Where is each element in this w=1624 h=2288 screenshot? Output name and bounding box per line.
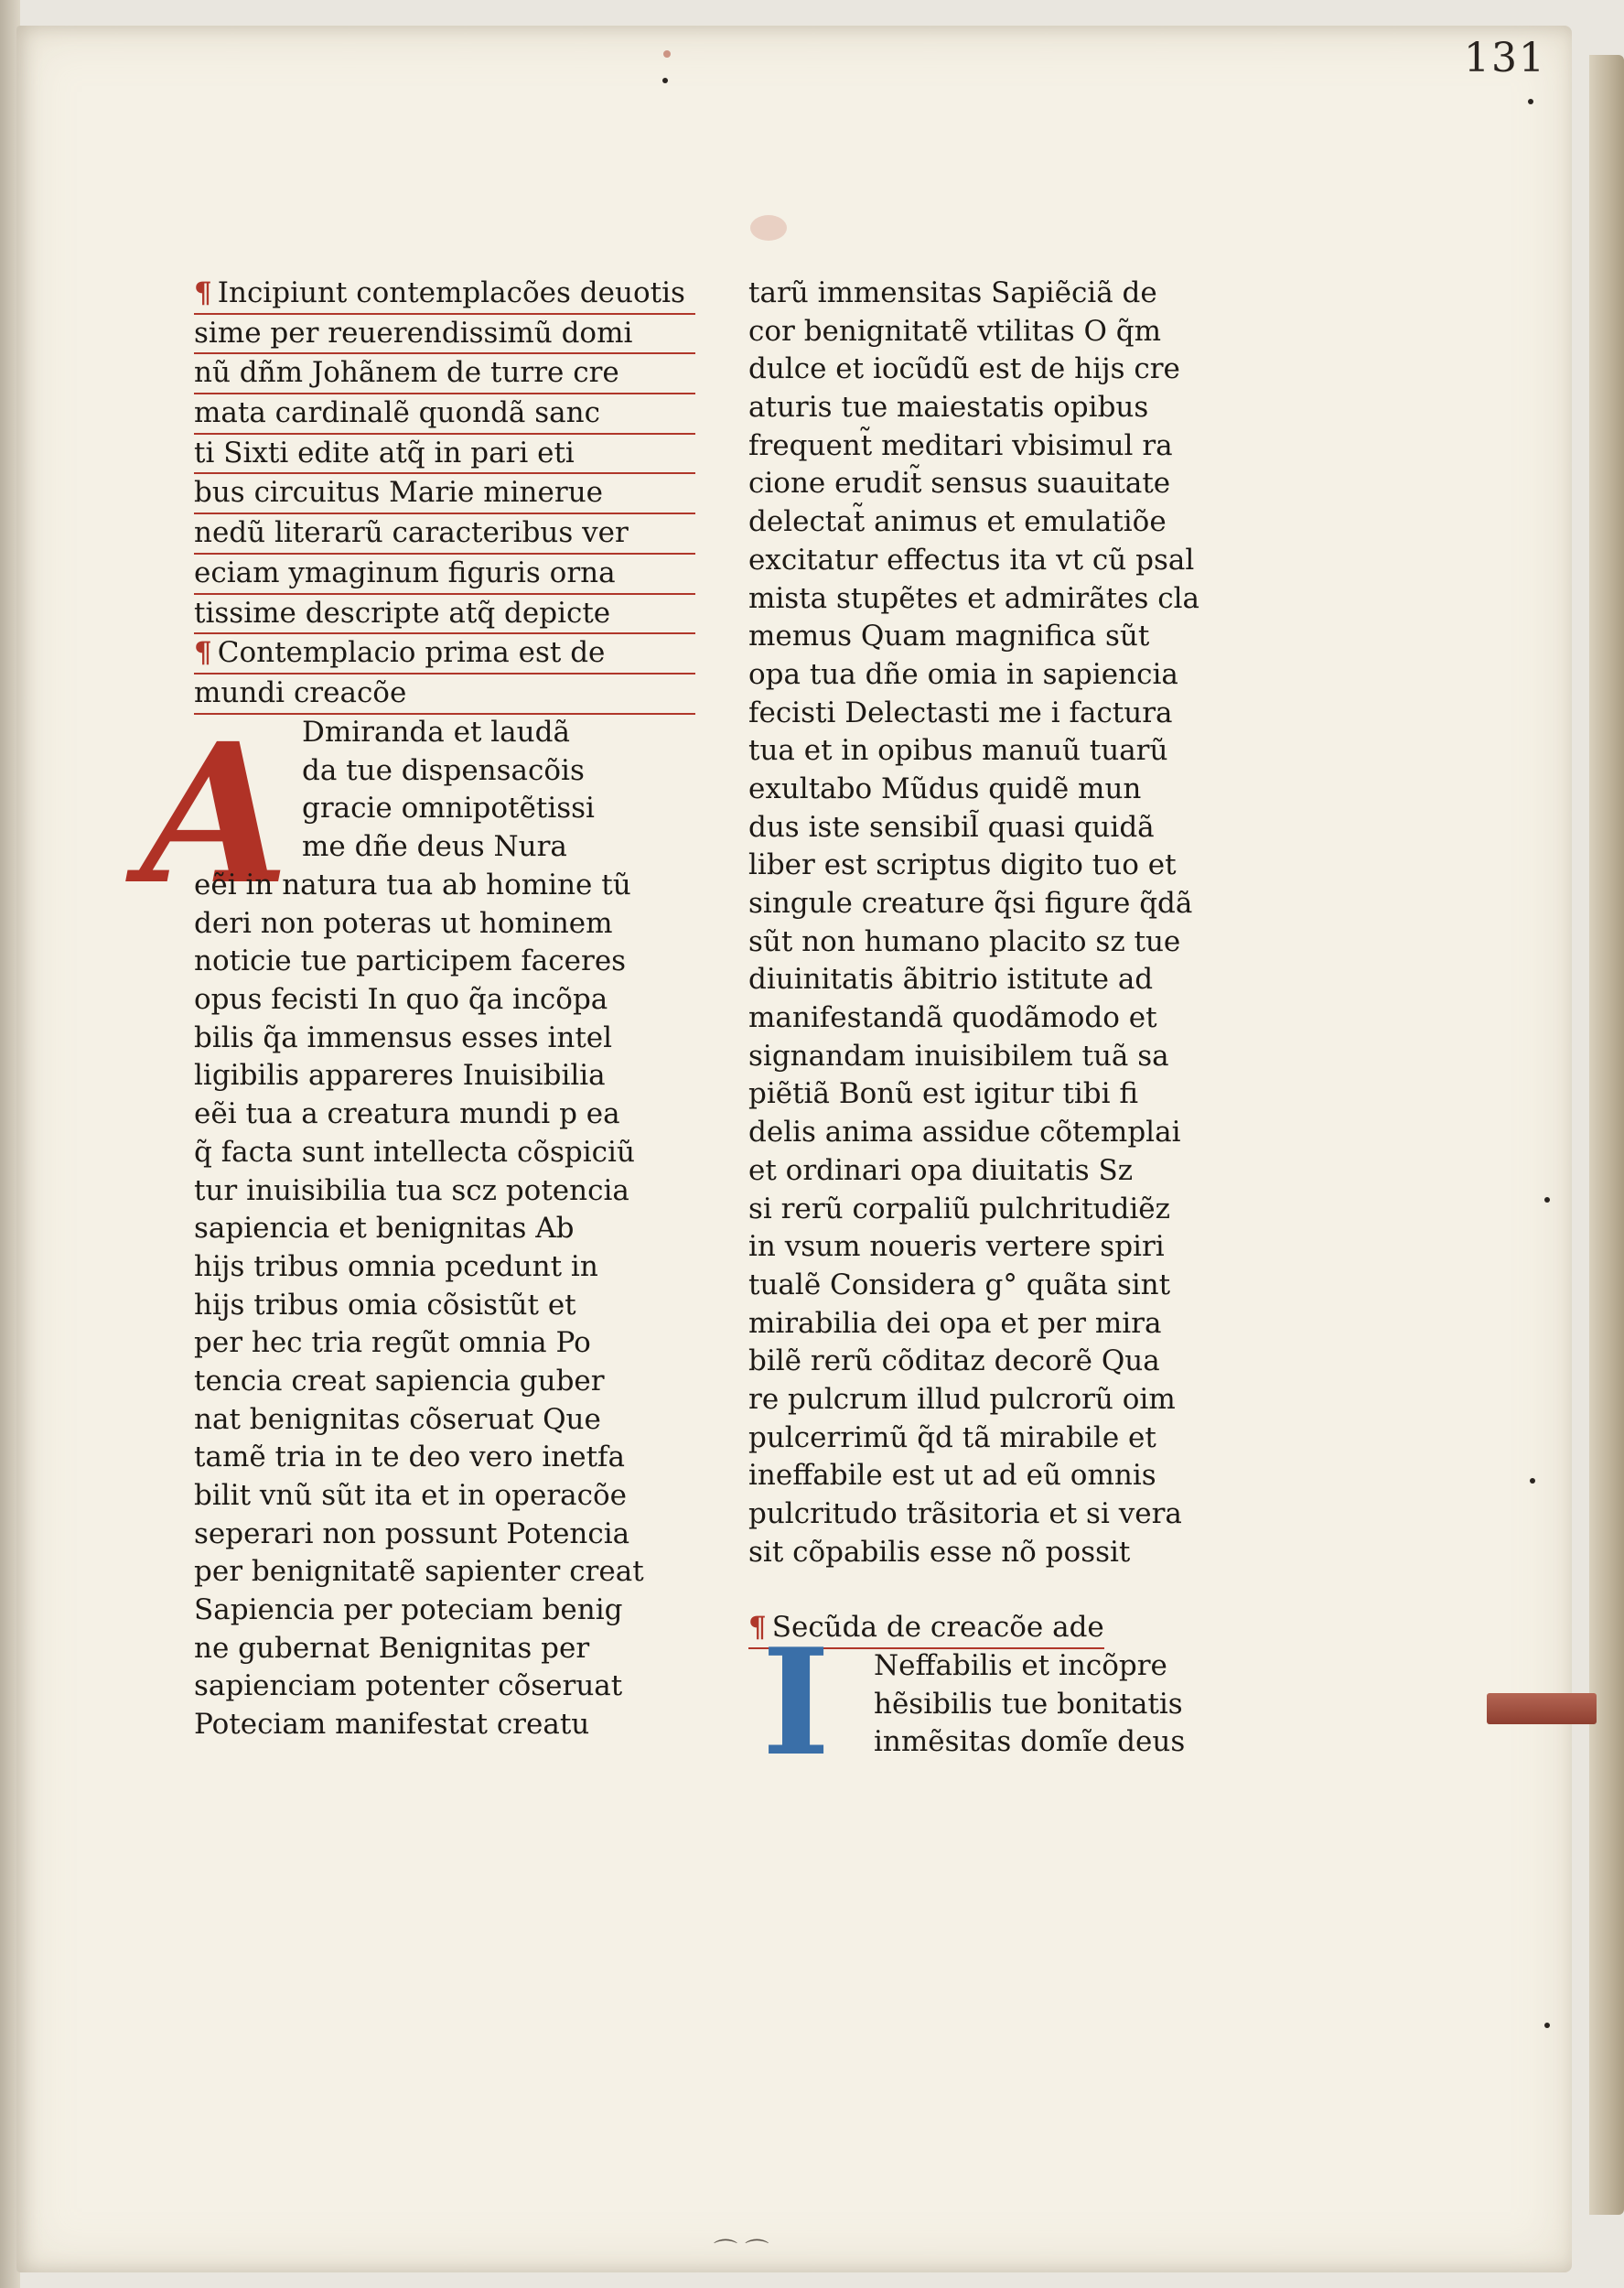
- text-line: exultabo Mũdus quidẽ mun: [748, 772, 1142, 805]
- text-line: bilẽ rerũ cõditaz decorẽ Qua: [748, 1344, 1160, 1378]
- rubric-line: ¶ Contemplacio prima est de: [194, 634, 695, 675]
- left-column-body: [194, 867, 644, 1744]
- text-line: memus Quam magnifica sũt: [748, 620, 1150, 653]
- text-line: me dñe deus Nura: [302, 830, 567, 864]
- rubric-line: tissime descripte atq̃ depicte: [194, 595, 695, 635]
- text-line: fecisti Delectasti me i factura: [748, 696, 1173, 729]
- text-line: cione erudit̃ sensus suauitate: [748, 467, 1171, 501]
- text-line: Sapiencia per poteciam benig: [194, 1593, 623, 1627]
- dot: [1530, 1478, 1535, 1484]
- left-initial-lines: [302, 714, 595, 867]
- text-line: hijs tribus omnia pcedunt in: [194, 1249, 598, 1283]
- text-line: delis anima assidue cõtemplai: [748, 1116, 1181, 1149]
- text-line: aturis tue maiestatis opibus: [748, 391, 1149, 425]
- text-line: re pulcrum illud pulcrorũ oim: [748, 1382, 1176, 1416]
- text-line: manifestandã quodãmodo et: [748, 1001, 1157, 1035]
- text-line: Dmiranda et laudã: [302, 716, 570, 749]
- folio-number: 131: [1464, 35, 1546, 81]
- rubric-line: nedũ literarũ caracteribus ver: [194, 514, 695, 555]
- text-line: tarũ immensitas Sapiẽciã de: [748, 276, 1157, 309]
- text-line: q̃ facta sunt intellecta cõspiciũ: [194, 1135, 635, 1169]
- text-line: sit cõpabilis esse nõ possit: [748, 1535, 1131, 1569]
- text-line: sũt non humano placito sz tue: [748, 924, 1181, 958]
- text-line: cor benignitatẽ vtilitas O q̃m: [748, 314, 1162, 348]
- text-line: liber est scriptus digito tuo et: [748, 848, 1177, 882]
- text-line: pulcerrimũ q̃d tã mirabile et: [748, 1420, 1156, 1454]
- text-line: sapienciam potenter cõseruat: [194, 1669, 623, 1703]
- rubric-line: mata cardinalẽ quondã sanc: [194, 394, 695, 435]
- rubric-line: ti Sixti edite atq̃ in pari eti: [194, 435, 695, 475]
- text-line: Neffabilis et incõpre: [874, 1649, 1167, 1682]
- text-line: tua et in opibus manuũ tuarũ: [748, 734, 1168, 768]
- text-line: opa tua dñe omia in sapiencia: [748, 657, 1178, 691]
- rubric-line: bus circuitus Marie minerue: [194, 474, 695, 514]
- text-line: pulcritudo trãsitoria et si vera: [748, 1497, 1182, 1530]
- text-line: piẽtiã Bonũ est igitur tibi fi: [748, 1077, 1139, 1111]
- text-line: tencia creat sapiencia guber: [194, 1364, 605, 1398]
- text-line: bilit vnũ sũt ita et in operacõe: [194, 1479, 628, 1512]
- left-column-heading: [194, 275, 695, 715]
- text-line: singule creature q̃si figure q̃dã: [748, 887, 1193, 920]
- right-initial-lines: [874, 1647, 1185, 1762]
- text-line: ligibilis appareres Inuisibilia: [194, 1059, 606, 1093]
- text-line: per benignitatẽ sapienter creat: [194, 1555, 644, 1589]
- text-line: dulce et iocũdũ est de hijs cre: [748, 352, 1180, 386]
- paragraph-mark-icon: ¶: [194, 276, 212, 309]
- text-line: et ordinari opa diuitatis Sz: [748, 1153, 1134, 1187]
- rubric-line: ¶ Incipiunt contemplacões deuotis: [194, 275, 695, 315]
- text-line: seperari non possunt Potencia: [194, 1516, 630, 1550]
- text-line: Poteciam manifestat creatu: [194, 1708, 590, 1742]
- text-line: excitatur effectus ita vt cũ psal: [748, 543, 1195, 577]
- right-column-body: [748, 275, 1206, 1571]
- text-line: diuinitatis ãbitrio istitute ad: [748, 963, 1154, 997]
- text-line: dus iste sensibil̃ quasi quidã: [748, 810, 1155, 844]
- text-line: ne gubernat Benignitas per: [194, 1631, 590, 1665]
- bookmark-tab[interactable]: [1487, 1693, 1597, 1724]
- text-line: frequent̃ meditari vbisimul ra: [748, 428, 1173, 462]
- text-line: bilis q̃a immensus esses intel: [194, 1020, 613, 1054]
- dot: [1544, 2023, 1550, 2028]
- text-line: signandam inuisibilem tuã sa: [748, 1039, 1169, 1073]
- rubric-line: nũ dñm Johãnem de turre cre: [194, 354, 695, 394]
- paragraph-mark-icon: ¶: [748, 1611, 767, 1644]
- text-line: hijs tribus omia cõsistũt et: [194, 1288, 576, 1322]
- text-line: eẽi tua a creatura mundi p ea: [194, 1097, 620, 1131]
- text-line: inmẽsitas domĩe deus: [874, 1725, 1186, 1759]
- text-line: nat benignitas cõseruat Que: [194, 1402, 601, 1436]
- text-line: ineffabile est ut ad eũ omnis: [748, 1459, 1156, 1493]
- text-line: mista stupẽtes et admirãtes cla: [748, 581, 1200, 615]
- text-line: gracie omnipotẽtissi: [302, 792, 595, 826]
- text-line: mirabilia dei opa et per mira: [748, 1306, 1162, 1340]
- text-line: da tue dispensacõis: [302, 753, 585, 787]
- text-line: per hec tria regũt omnia Po: [194, 1326, 591, 1360]
- text-line: tur inuisibilia tua scz potencia: [194, 1173, 629, 1207]
- text-line: deri non poteras ut hominem: [194, 906, 613, 940]
- rubric-line: sime per reuerendissimũ domi: [194, 315, 695, 355]
- text-line: si rerũ corpaliũ pulchritudiẽz: [748, 1192, 1170, 1225]
- text-line: opus fecisti In quo q̃a incõpa: [194, 983, 608, 1017]
- paragraph-mark-icon: ¶: [194, 636, 212, 670]
- rubric-line: mundi creacõe: [194, 675, 695, 715]
- stain: [750, 215, 787, 241]
- dot: [1544, 1197, 1550, 1203]
- decorated-initial-i: I: [761, 1616, 831, 1788]
- text-line: sapiencia et benignitas Ab: [194, 1212, 575, 1246]
- text-line: in vsum noueris vertere spiri: [748, 1230, 1165, 1264]
- text-line: noticie tue participem faceres: [194, 944, 627, 978]
- text-line: tualẽ Considera g° quãta sint: [748, 1268, 1171, 1301]
- pencil-marking: ⌒ ⌒: [714, 2239, 769, 2266]
- text-line: delectat̃ animus et emulatiõe: [748, 505, 1167, 539]
- dot: [1528, 99, 1533, 104]
- stain: [663, 50, 671, 58]
- decorated-initial-a: A: [140, 701, 290, 927]
- dot: [662, 78, 668, 83]
- rubric-line: eciam ymaginum figuris orna: [194, 555, 695, 595]
- text-line: tamẽ tria in te deo vero inetfa: [194, 1441, 625, 1474]
- text-line: eẽi in natura tua ab homine tũ: [194, 869, 631, 901]
- rubric-line: ¶ Secũda de creacõe ade: [748, 1609, 1104, 1649]
- page-edge-stack: [1589, 55, 1624, 2215]
- text-line: hẽsibilis tue bonitatis: [874, 1687, 1183, 1721]
